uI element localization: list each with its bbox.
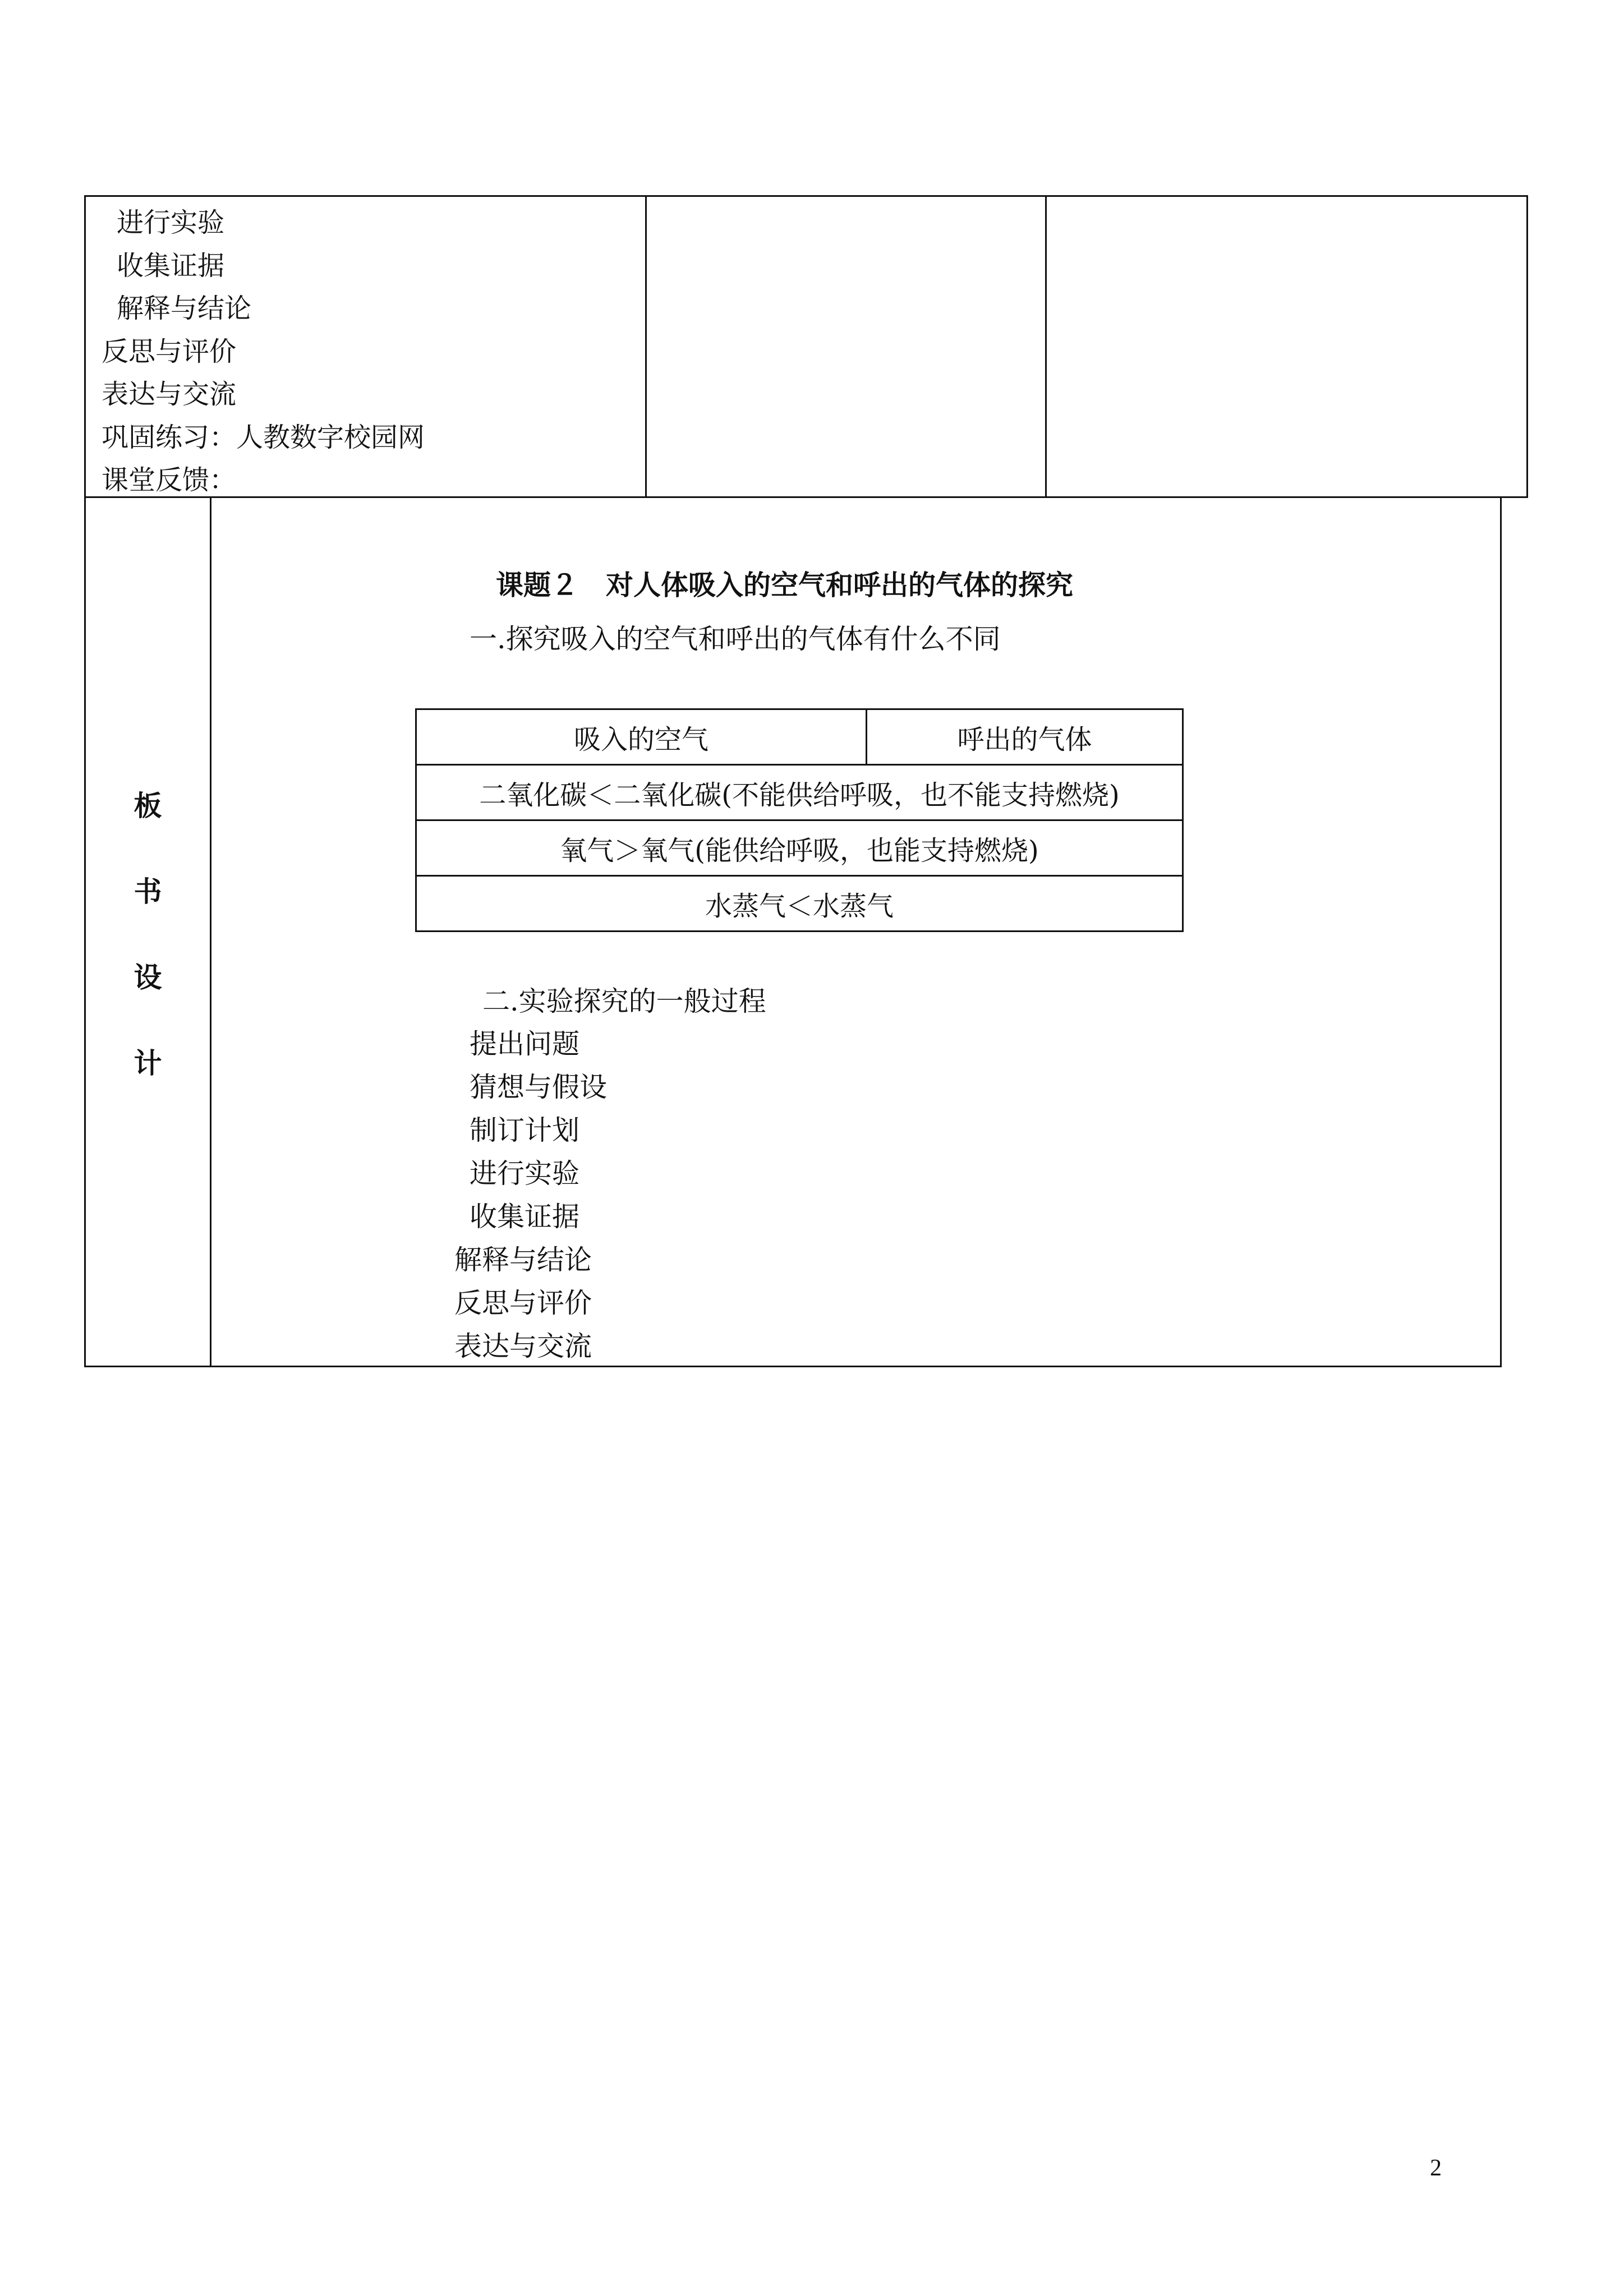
process-line: 进行实验	[117, 207, 225, 238]
step-item: 表达与交流	[454, 1330, 592, 1362]
label-char: 计	[134, 1047, 162, 1080]
empty-column	[1047, 197, 1526, 496]
step-item: 解释与结论	[454, 1244, 592, 1276]
table-header: 呼出的气体	[867, 709, 1183, 765]
step-item: 猜想与假设	[470, 1071, 608, 1103]
process-column	[86, 197, 647, 496]
process-line: 收集证据	[117, 250, 225, 282]
table-row	[416, 765, 1183, 820]
step-item: 提出问题	[470, 1028, 580, 1060]
step-item: 进行实验	[470, 1158, 580, 1190]
table-row	[416, 820, 1183, 876]
lesson-title: 课题２ 对人体吸入的空气和呼出的气体的探究	[496, 569, 1074, 601]
step-item: 反思与评价	[454, 1287, 592, 1319]
section-title: 二.实验探究的一般过程	[482, 985, 766, 1017]
process-line: 课堂反馈：	[102, 464, 237, 496]
label-char: 板	[134, 790, 162, 822]
step-item: 制订计划	[470, 1114, 580, 1146]
table-header: 吸入的空气	[416, 709, 867, 765]
section-title: 一.探究吸入的空气和呼出的气体有什么不同	[470, 623, 1001, 655]
process-line: 表达与交流	[102, 379, 237, 410]
table-row	[416, 876, 1183, 932]
board-design-content	[211, 496, 1500, 1366]
empty-column	[647, 197, 1047, 496]
page-number: 2	[1430, 2155, 1442, 2181]
label-char: 书	[134, 875, 162, 908]
gas-comparison-table	[415, 708, 1184, 932]
process-line: 解释与结论	[117, 293, 252, 324]
step-item: 收集证据	[470, 1201, 580, 1233]
lesson-process-table	[84, 195, 1528, 498]
process-line: 反思与评价	[102, 335, 237, 367]
process-line: 巩固练习：人教数字校园网	[102, 421, 425, 453]
table-cell: 水蒸气＜水蒸气	[416, 876, 1183, 932]
board-design-table	[84, 496, 1502, 1367]
table-cell: 二氧化碳＜二氧化碳(不能供给呼吸，也不能支持燃烧)	[416, 765, 1183, 820]
table-header-row	[416, 709, 1183, 765]
board-design-label	[86, 496, 211, 1366]
table-cell: 氧气＞氧气(能供给呼吸，也能支持燃烧)	[416, 820, 1183, 876]
label-char: 设	[134, 961, 162, 994]
